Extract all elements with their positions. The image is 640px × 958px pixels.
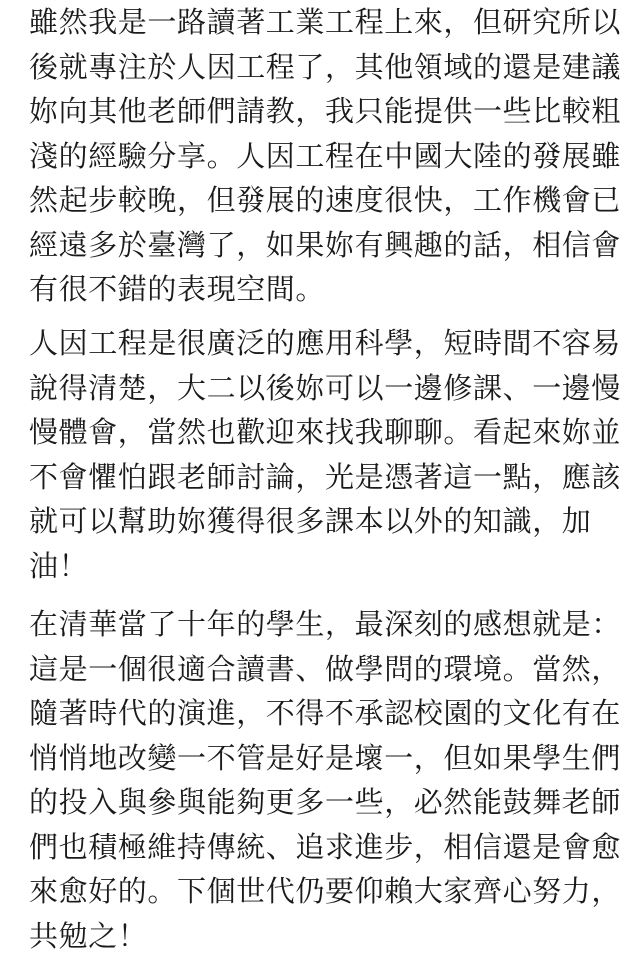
- paragraph-2-line-3: 慢體會，當然也歡迎來找我聊聊。看起來妳並: [29, 410, 629, 455]
- paragraph-2-line-1: 人因工程是很廣泛的應用科學，短時間不容易: [29, 321, 629, 366]
- paragraph-3-line-2: 這是一個很適合讀書、做學問的環境。當然，: [29, 647, 629, 692]
- paragraph-3-line-3: 隨著時代的演進，不得不承認校園的文化有在: [29, 691, 629, 736]
- paragraph-2: [29, 321, 629, 588]
- paragraph-3-line-4: 悄悄地改變一不管是好是壞一，但如果學生們: [29, 736, 629, 781]
- paragraph-2-line-2: 說得清楚，大二以後妳可以一邊修課、一邊慢: [29, 366, 629, 411]
- paragraph-3-line-5: 的投入與參與能夠更多一些，必然能鼓舞老師: [29, 780, 629, 825]
- paragraph-3-line-1: 在清華當了十年的學生，最深刻的感想就是：: [29, 602, 629, 647]
- paragraph-3-line-7: 來愈好的。下個世代仍要仰賴大家齊心努力，: [29, 869, 629, 914]
- paragraph-3-line-6: 們也積極維持傳統、追求進步，相信還是會愈: [29, 825, 629, 870]
- paragraph-1: [29, 0, 629, 312]
- paragraph-3: [29, 602, 629, 958]
- paragraph-1-line-2: 後就專注於人因工程了，其他領域的還是建議: [29, 45, 629, 90]
- paragraph-1-line-7: 有很不錯的表現空間。: [29, 267, 629, 312]
- paragraph-1-line-6: 經遠多於臺灣了，如果妳有興趣的話，相信會: [29, 223, 629, 268]
- paragraph-2-line-4: 不會懼怕跟老師討論，光是憑著這一點，應該: [29, 455, 629, 500]
- paragraph-2-line-6: 油！: [29, 544, 629, 589]
- paragraph-2-line-5: 就可以幫助妳獲得很多課本以外的知識，加: [29, 499, 629, 544]
- paragraph-1-line-3: 妳向其他老師們請教，我只能提供一些比較粗: [29, 89, 629, 134]
- paragraph-1-line-5: 然起步較晚，但發展的速度很快，工作機會已: [29, 178, 629, 223]
- paragraph-1-line-4: 淺的經驗分享。人因工程在中國大陸的發展雖: [29, 134, 629, 179]
- paragraph-3-line-8: 共勉之！: [29, 914, 629, 958]
- paragraph-1-line-1: 雖然我是一路讀著工業工程上來，但研究所以: [29, 0, 629, 45]
